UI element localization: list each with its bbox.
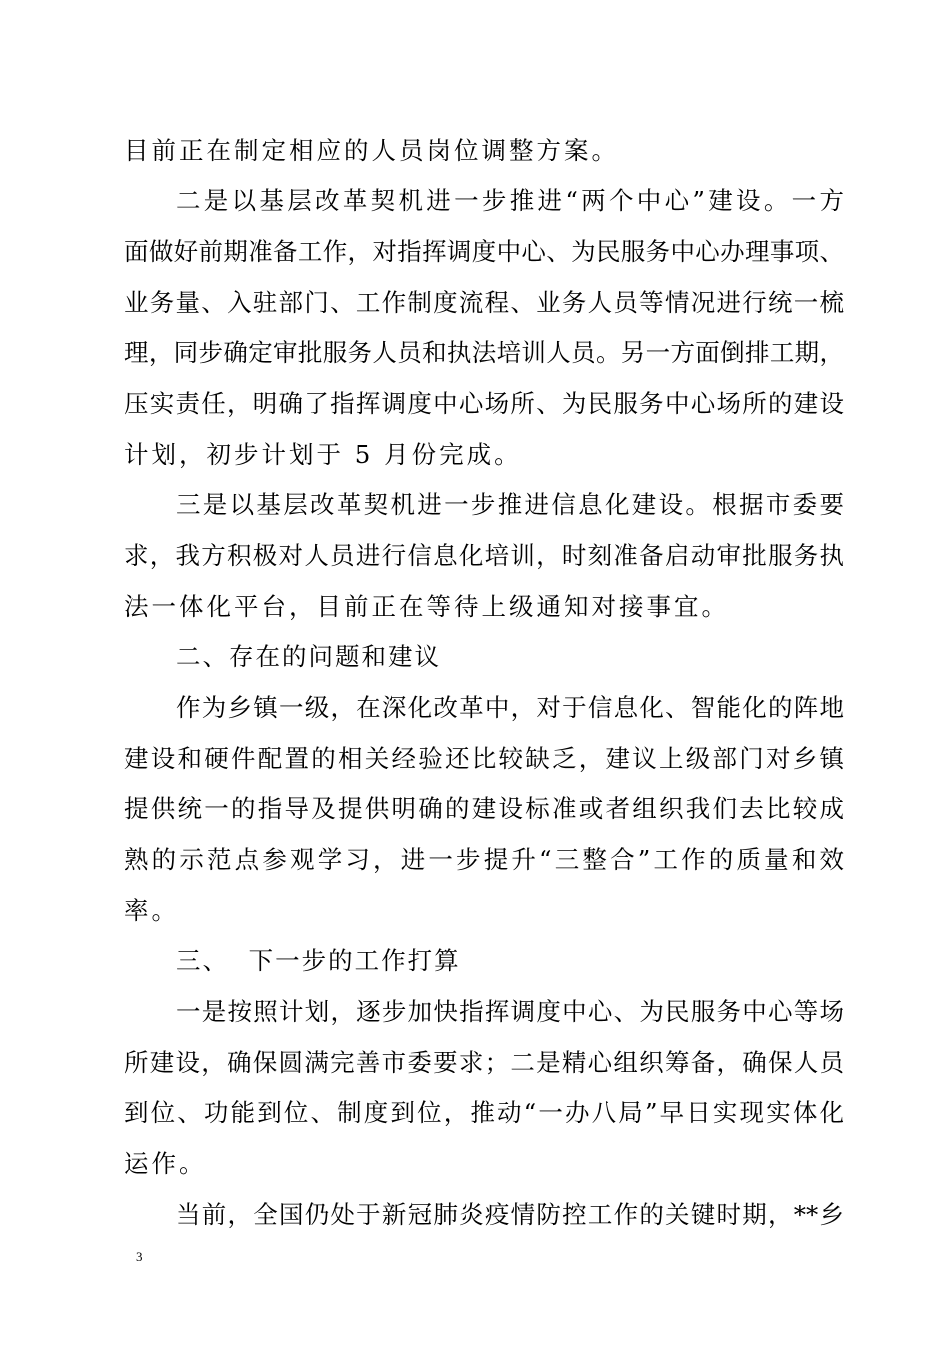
page-number: 3 [136,1249,143,1264]
section-heading-3: 三、 下一步的工作打算 [176,946,461,975]
text-line-20: 到位、功能到位、制度到位，推动“一办八局”早日实现实体化 [124,1098,844,1127]
text-line-10: 法一体化平台，目前正在等待上级通知对接事宜。 [124,592,729,621]
text-line-19: 所建设，确保圆满完善市委要求；二是精心组织筹备，确保人员 [124,1048,844,1077]
text-line-21: 运作。 [124,1149,207,1178]
text-line-2: 二是以基层改革契机进一步推进“两个中心”建设。一方 [176,186,844,215]
text-line-13: 建设和硬件配置的相关经验还比较缺乏，建议上级部门对乡镇 [124,744,844,773]
text-line-16: 率。 [124,896,179,925]
text-line-12: 作为乡镇一级，在深化改革中，对于信息化、智能化的阵地 [176,693,844,722]
text-line-4: 业务量、入驻部门、工作制度流程、业务人员等情况进行统一梳 [124,288,844,317]
text-line-5: 理，同步确定审批服务人员和执法培训人员。另一方面倒排工期， [124,338,844,367]
text-line-14: 提供统一的指导及提供明确的建设标准或者组织我们去比较成 [124,794,844,823]
text-line-18: 一是按照计划，逐步加快指挥调度中心、为民服务中心等场 [176,997,844,1026]
text-line-8: 三是以基层改革契机进一步推进信息化建设。根据市委要 [176,490,844,519]
section-heading-2: 二、存在的问题和建议 [176,642,441,671]
text-line-1: 目前正在制定相应的人员岗位调整方案。 [124,136,619,165]
text-line-7: 计划，初步计划于 5 月份完成。 [124,440,522,469]
text-line-15: 熟的示范点参观学习，进一步提升“三整合”工作的质量和效 [124,845,844,874]
text-line-6: 压实责任，明确了指挥调度中心场所、为民服务中心场所的建设 [124,389,844,418]
text-line-3: 面做好前期准备工作，对指挥调度中心、为民服务中心办理事项、 [124,237,844,266]
text-line-9: 求，我方积极对人员进行信息化培训，时刻准备启动审批服务执 [124,541,844,570]
text-line-22: 当前，全国仍处于新冠肺炎疫情防控工作的关键时期，**乡 [176,1200,844,1229]
